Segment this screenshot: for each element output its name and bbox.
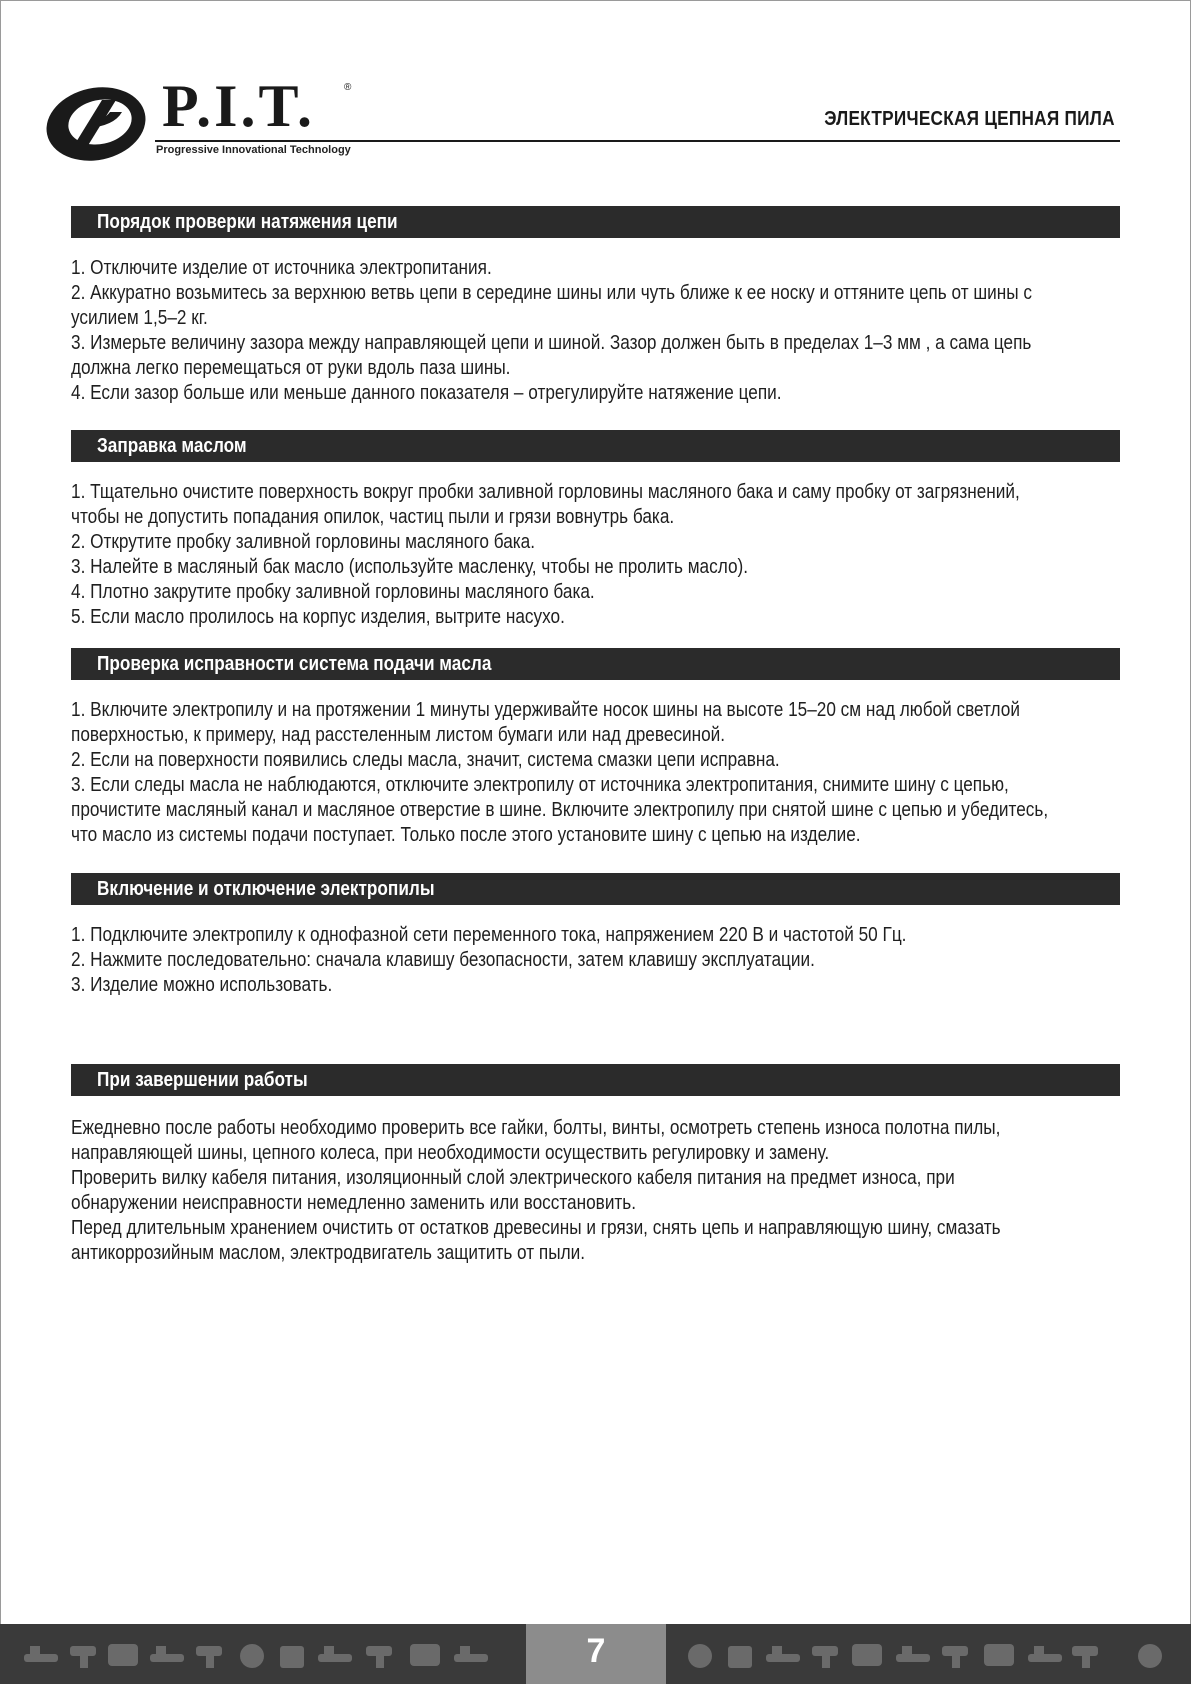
text-line: поверхностью, к примеру, над расстеленным листом бумаги или над древесиной. xyxy=(71,724,726,746)
text-line: 2. Если на поверхности появились следы масла, значит, система смазки цепи исправна. xyxy=(71,749,780,771)
brand-name: P.I.T. xyxy=(162,73,316,139)
section-header-power-on-off xyxy=(71,873,1120,905)
page-footer xyxy=(0,1624,1191,1684)
section-header-chain-tension xyxy=(71,206,1120,238)
section-title: Включение и отключение электропилы xyxy=(97,878,435,900)
text-line: чтобы не допустить попадания опилок, частиц пыли и грязи вовнутрь бака. xyxy=(71,506,675,528)
text-line: 2. Открутите пробку заливной горловины масляного бака. xyxy=(71,531,536,553)
text-line: прочистите масляный канал и масляное отверстие в шине. Включите электропилу при снятой шине с цепью и убедитесь, xyxy=(71,799,1049,821)
text-line: усилием 1,5–2 кг. xyxy=(71,307,208,329)
registered-mark: ® xyxy=(344,82,352,93)
section-header-after-work xyxy=(71,1064,1120,1096)
header-divider xyxy=(155,140,1120,142)
text-line: 4. Если зазор больше или меньше данного показателя – отрегулируйте натяжение цепи. xyxy=(71,382,782,404)
section-body-after-work xyxy=(71,1116,1069,1266)
text-line: 2. Аккуратно возьмитесь за верхнюю ветвь цепи в середине шины или чуть ближе к ее носку и оттяните цепь от шины с xyxy=(71,282,1032,304)
section-title: Проверка исправности система подачи масла xyxy=(97,653,492,675)
text-line: 3. Налейте в масляный бак масло (используйте масленку, чтобы не пролить масло). xyxy=(71,556,749,578)
text-line: 4. Плотно закрутите пробку заливной горловины масляного бака. xyxy=(71,581,595,603)
text-line: должна легко перемещаться от руки вдоль паза шины. xyxy=(71,357,511,379)
section-header-oil-filling xyxy=(71,430,1120,462)
brand-logo xyxy=(44,73,364,168)
text-line: 1. Подключите электропилу к однофазной сети переменного тока, напряжением 220 В и частотой 50 Гц. xyxy=(71,924,907,946)
section-body-power-on-off xyxy=(71,923,1069,998)
text-line: 3. Измерьте величину зазора между направляющей цепи и шиной. Зазор должен быть в пределах 1–3 мм , а сама цепь xyxy=(71,332,1032,354)
text-line: что масло из системы подачи поступает. Только после этого установите шину с цепью на изделие. xyxy=(71,824,861,846)
section-body-oil-filling xyxy=(71,480,1069,630)
text-line: Проверить вилку кабеля питания, изоляционный слой электрического кабеля питания на предмет износа, при xyxy=(71,1167,955,1189)
section-title: Заправка маслом xyxy=(97,435,247,457)
page-number: 7 xyxy=(586,1632,606,1670)
text-line: 5. Если масло пролилось на корпус изделия, вытрите насухо. xyxy=(71,606,565,628)
brand-tagline: Progressive Innovational Technology xyxy=(156,144,351,156)
text-line: направляющей шины, цепного колеса, при необходимости осуществить регулировку и замену. xyxy=(71,1142,830,1164)
document-title: ЭЛЕКТРИЧЕСКАЯ ЦЕПНАЯ ПИЛА xyxy=(824,108,1115,130)
text-line: Перед длительным хранением очистить от остатков древесины и грязи, снять цепь и направляющую шину, смазать xyxy=(71,1217,1001,1239)
pit-logo-icon xyxy=(44,82,152,166)
text-line: 1. Включите электропилу и на протяжении 1 минуты удерживайте носок шины на высоте 15–20 см над любой светлой xyxy=(71,699,1020,721)
text-line: 3. Если следы масла не наблюдаются, отключите электропилу от источника электропитания, снимите шину с цепью, xyxy=(71,774,1009,796)
section-title: При завершении работы xyxy=(97,1069,308,1091)
text-line: 1. Отключите изделие от источника электропитания. xyxy=(71,257,492,279)
text-line: 2. Нажмите последовательно: сначала клавишу безопасности, затем клавишу эксплуатации. xyxy=(71,949,815,971)
page-number-box xyxy=(526,1624,666,1684)
text-line: Ежедневно после работы необходимо проверить все гайки, болты, винты, осмотреть степень износа полотна пилы, xyxy=(71,1117,1001,1139)
text-line: 3. Изделие можно использовать. xyxy=(71,974,333,996)
text-line: антикоррозийным маслом, электродвигатель защитить от пыли. xyxy=(71,1242,586,1264)
text-line: обнаружении неисправности немедленно заменить или восстановить. xyxy=(71,1192,637,1214)
text-line: 1. Тщательно очистите поверхность вокруг пробки заливной горловины масляного бака и саму пробку от загрязнений, xyxy=(71,481,1020,503)
section-title: Порядок проверки натяжения цепи xyxy=(97,211,398,233)
section-body-oil-system-check xyxy=(71,698,1069,848)
section-body-chain-tension xyxy=(71,256,1069,406)
section-header-oil-system-check xyxy=(71,648,1120,680)
